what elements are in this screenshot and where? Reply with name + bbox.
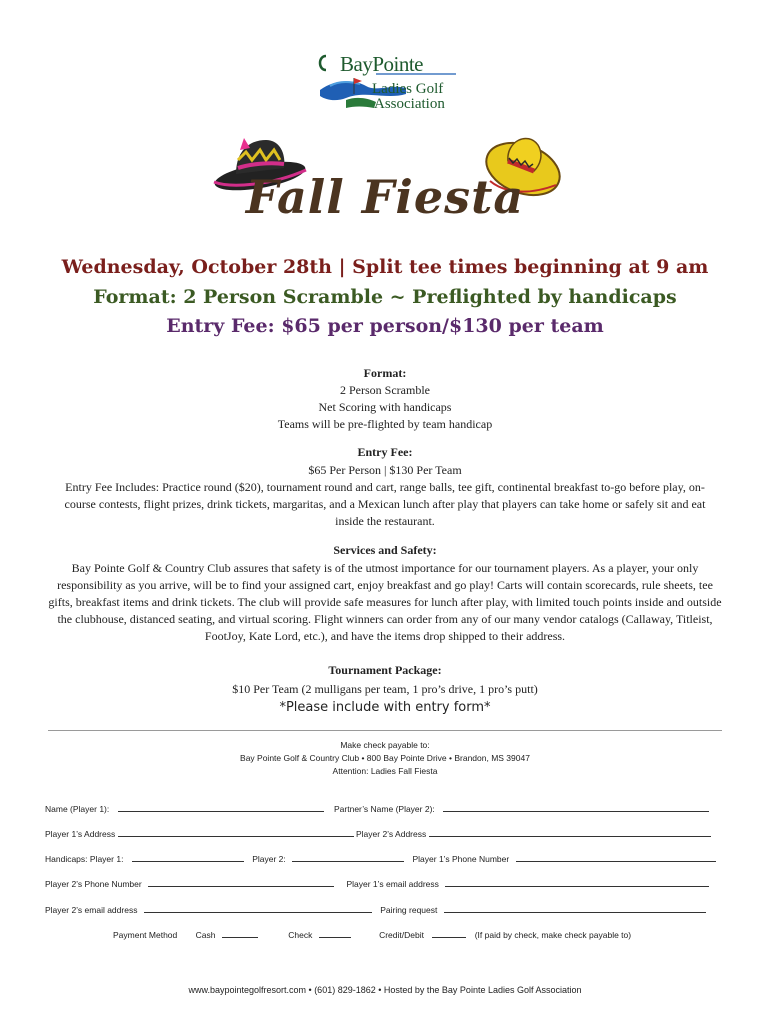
logo-line1: Ladies Golf xyxy=(372,81,444,97)
pairing-request-label: Pairing request xyxy=(380,905,438,915)
fiesta-title: Fall Fiesta xyxy=(245,170,525,224)
please-include-note: *Please include with entry form* xyxy=(279,700,491,715)
player2-phone-field[interactable] xyxy=(148,877,334,887)
player1-email-field[interactable] xyxy=(445,877,709,887)
form-row-handicaps xyxy=(45,852,716,864)
player2-email-label: Player 2’s email address xyxy=(45,905,138,915)
handicap-player2-label: Player 2: xyxy=(252,854,286,864)
form-row-email-pairing xyxy=(45,903,706,915)
package-line: $10 Per Team (2 mulligans per team, 1 pro’s drive, 1 pro’s putt) xyxy=(232,682,538,696)
form-row-addresses xyxy=(45,827,711,839)
player2-address-field[interactable] xyxy=(429,827,711,837)
form-row-payment xyxy=(113,928,631,940)
headline-date: Wednesday, October 28th | Split tee times beginning at 9 am xyxy=(61,256,709,278)
player1-phone-field[interactable] xyxy=(516,852,716,862)
name-player1-label: Name (Player 1): xyxy=(45,804,110,814)
divider xyxy=(48,730,722,731)
player1-phone-label: Player 1’s Phone Number xyxy=(412,854,510,864)
check-label: Check xyxy=(288,930,313,940)
entry-fee-line: $65 Per Person | $130 Per Team xyxy=(308,463,462,477)
payment-method-label: Payment Method xyxy=(113,930,178,940)
package-title: Tournament Package: xyxy=(328,663,442,677)
headline-fee: Entry Fee: $65 per person/$130 per team xyxy=(166,315,604,337)
format-title: Format: xyxy=(363,366,407,380)
format-line: Teams will be pre-flighted by team handicap xyxy=(277,417,493,431)
logo-line2: Association xyxy=(374,96,445,112)
player2-email-field[interactable] xyxy=(144,903,372,913)
association-logo xyxy=(316,50,456,120)
handicap-player1-field[interactable] xyxy=(132,852,244,862)
name-player1-field[interactable] xyxy=(118,802,324,812)
entry-fee-includes: Entry Fee Includes: Practice round ($20), tournament round and cart, range balls, tee gift, continental breakfast to-go before play, on-course contests, flight prizes, drink tickets, margaritas, and a Mexican lunch after play that players can take home or safely sit and eat inside the restaurant. xyxy=(64,480,706,528)
check-attention: Attention: Ladies Fall Fiesta xyxy=(332,766,438,776)
partner-name-field[interactable] xyxy=(443,802,709,812)
player2-phone-label: Player 2’s Phone Number xyxy=(45,879,142,889)
check-field[interactable] xyxy=(319,928,351,938)
cash-label: Cash xyxy=(195,930,216,940)
credit-debit-field[interactable] xyxy=(432,928,466,938)
handicap-player1-label: Handicaps: Player 1: xyxy=(45,854,124,864)
player1-email-label: Player 1’s email address xyxy=(346,879,439,889)
player2-address-label: Player 2’s Address xyxy=(356,829,427,839)
cash-field[interactable] xyxy=(222,928,258,938)
handicap-player2-field[interactable] xyxy=(292,852,404,862)
check-payable-label: Make check payable to: xyxy=(340,740,430,750)
headline-format: Format: 2 Person Scramble ~ Preflighted by handicaps xyxy=(93,286,677,308)
form-row-names xyxy=(45,802,709,814)
services-title: Services and Safety: xyxy=(333,543,437,557)
partner-name-label: Partner’s Name (Player 2): xyxy=(334,804,435,814)
logo-title: BayPointe xyxy=(340,52,423,76)
form-row-phone-email xyxy=(45,877,709,889)
check-address: Bay Pointe Golf & Country Club • 800 Bay Pointe Drive • Brandon, MS 39047 xyxy=(240,753,530,763)
format-line: Net Scoring with handicaps xyxy=(318,400,452,414)
pairing-request-field[interactable] xyxy=(444,903,706,913)
player1-address-field[interactable] xyxy=(118,827,354,837)
footer-contact: www.baypointegolfresort.com • (601) 829-1862 • Hosted by the Bay Pointe Ladies Golf Association xyxy=(188,985,582,995)
player1-address-label: Player 1’s Address xyxy=(45,829,116,839)
services-body: Bay Pointe Golf & Country Club assures that safety is of the utmost importance for our tournament players. As a player, your only responsibility as you arrive, will be to find your assigned cart, enjoy breakfast and go play! Carts will contain scorecards, rule sheets, tee gifts, breakfast items and drink tickets. The club will provide safe measures for lunch after play, with limited touch points inside and outside the clubhouse, distanced seating, and virtual scoring. Flight winners can order from any of our many vendor catalogs (Callaway, Titleist, FootJoy, Kate Lord, etc.), and have the items drop shipped to their address. xyxy=(48,561,722,643)
format-line: 2 Person Scramble xyxy=(340,383,430,397)
credit-debit-label: Credit/Debit xyxy=(379,930,424,940)
check-note: (If paid by check, make check payable to) xyxy=(474,930,632,940)
entry-fee-title: Entry Fee: xyxy=(357,445,413,459)
